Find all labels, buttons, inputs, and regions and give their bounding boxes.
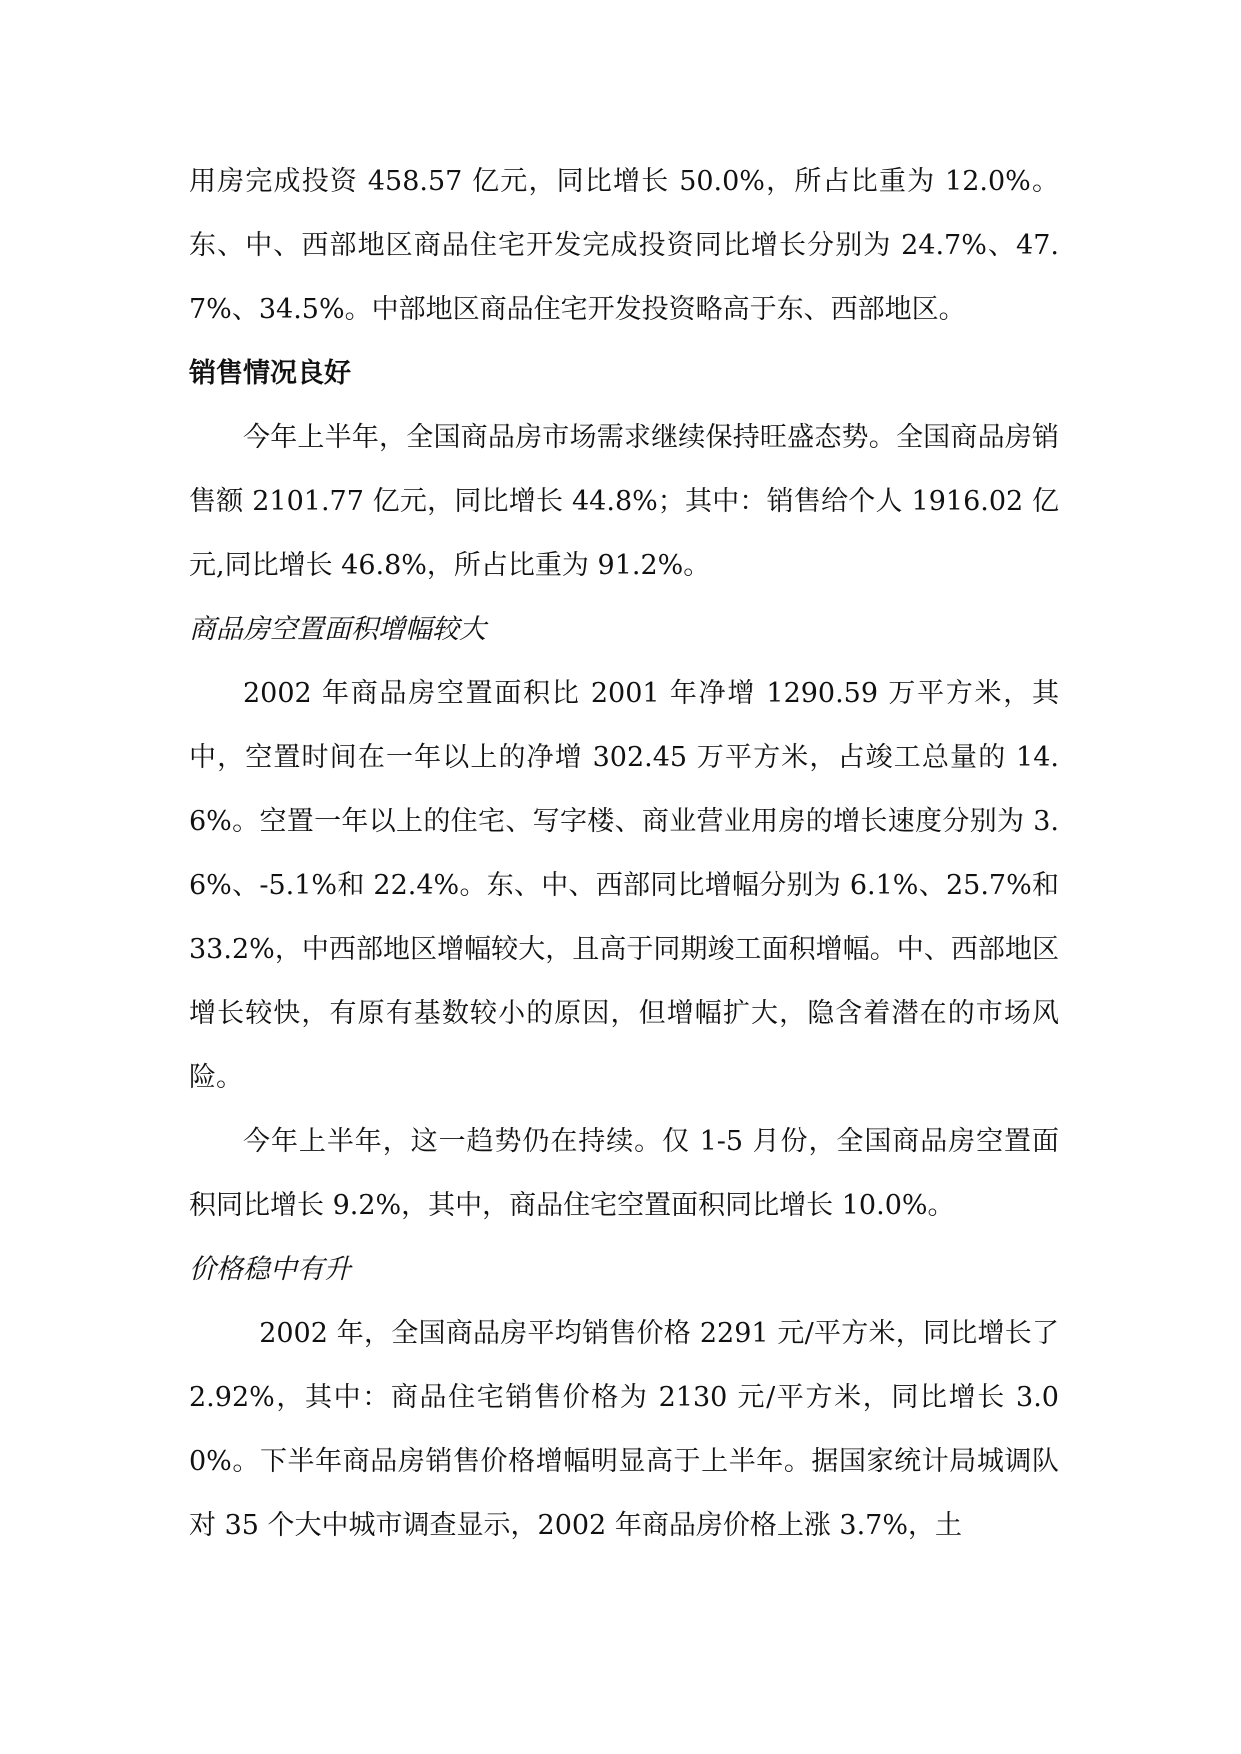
heading-sales: 销售情况良好 (189, 358, 351, 389)
paragraph-price: 2002 年，全国商品房平均销售价格 2291 元/平方米，同比增长了 2.92%，其中：商品住宅销售价格为 2130 元/平方米，同比增长 3.00%。下半年商品房销售价格增幅明显高于上半年。据国家统计局城调队对 35 个大中城市调查显示，2002 年商品房价格上涨 3.7%，土 (189, 1318, 1059, 1541)
paragraph-vacancy: 2002 年商品房空置面积比 2001 年净增 1290.59 万平方米，其中，空置时间在一年以上的净增 302.45 万平方米，占竣工总量的 14.6%。空置一年以上的住宅、写字楼、商业营业用房的增长速度分别为 3.6%、-5.1%和 22.4%。东、中、西部同比增幅分别为 6.1%、25.7%和 33.2%，中西部地区增幅较大，且高于同期竣工面积增幅。中、西部地区增长较快，有原有基数较小的原因，但增幅扩大，隐含着潜在的市场风险。 (189, 678, 1059, 1093)
heading-vacancy: 商品房空置面积增幅较大 (189, 614, 486, 645)
paragraph-sales: 今年上半年，全国商品房市场需求继续保持旺盛态势。全国商品房销售额 2101.77 亿元，同比增长 44.8%；其中：销售给个人 1916.02 亿元,同比增长 46.8%，所占比重为 91.2%。 (189, 422, 1059, 581)
paragraph-investment: 用房完成投资 458.57 亿元，同比增长 50.0%，所占比重为 12.0%。东、中、西部地区商品住宅开发完成投资同比增长分别为 24.7%、47.7%、34.5%。中部地区商品住宅开发投资略高于东、西部地区。 (189, 166, 1059, 325)
paragraph-vacancy-trend: 今年上半年，这一趋势仍在持续。仅 1-5 月份，全国商品房空置面积同比增长 9.2%，其中，商品住宅空置面积同比增长 10.0%。 (189, 1126, 1059, 1221)
heading-price: 价格稳中有升 (189, 1254, 351, 1285)
document-page (189, 150, 1059, 1558)
